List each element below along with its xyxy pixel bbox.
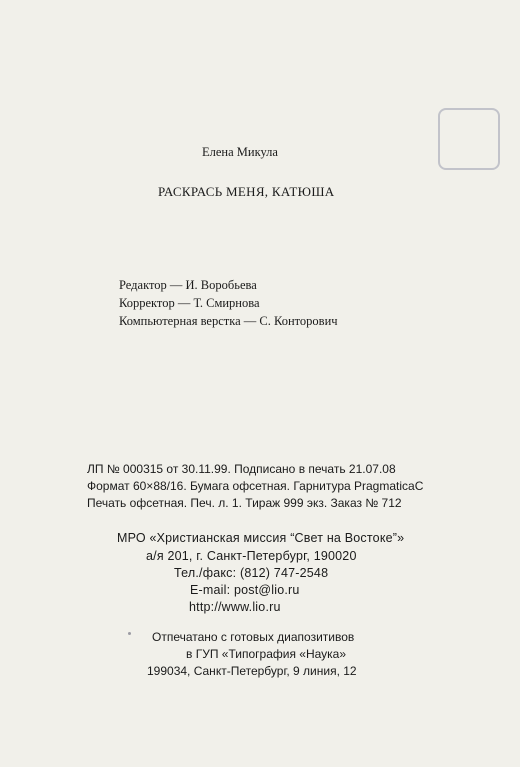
speck <box>128 632 131 635</box>
credit-layout: Компьютерная верстка — С. Конторович <box>119 314 338 328</box>
publication-format-line: Формат 60×88/16. Бумага офсетная. Гарнитура PragmaticaC <box>87 479 424 493</box>
printer-line-1: Отпечатано с готовых диапозитивов <box>152 630 355 644</box>
publication-license-line: ЛП № 000315 от 30.11.99. Подписано в печать 21.07.08 <box>87 462 396 476</box>
publisher-website: http://www.lio.ru <box>189 600 281 614</box>
publisher-email: E-mail: post@lio.ru <box>190 583 300 597</box>
printer-line-3: 199034, Санкт-Петербург, 9 линия, 12 <box>147 664 357 678</box>
author-name: Елена Микула <box>202 145 278 159</box>
credit-proofreader: Корректор — Т. Смирнова <box>119 296 260 310</box>
credit-editor: Редактор — И. Воробьева <box>119 278 257 292</box>
publisher-name: МРО «Христианская миссия “Свет на Востоке”» <box>117 531 405 545</box>
printer-line-2: в ГУП «Типография «Наука» <box>186 647 347 661</box>
publisher-phone: Тел./факс: (812) 747-2548 <box>174 566 329 580</box>
book-title: РАСКРАСЬ МЕНЯ, КАТЮША <box>158 184 335 199</box>
publication-print-line: Печать офсетная. Печ. л. 1. Тираж 999 экз. Заказ № 712 <box>87 496 402 510</box>
publisher-address: а/я 201, г. Санкт-Петербург, 190020 <box>146 549 357 563</box>
